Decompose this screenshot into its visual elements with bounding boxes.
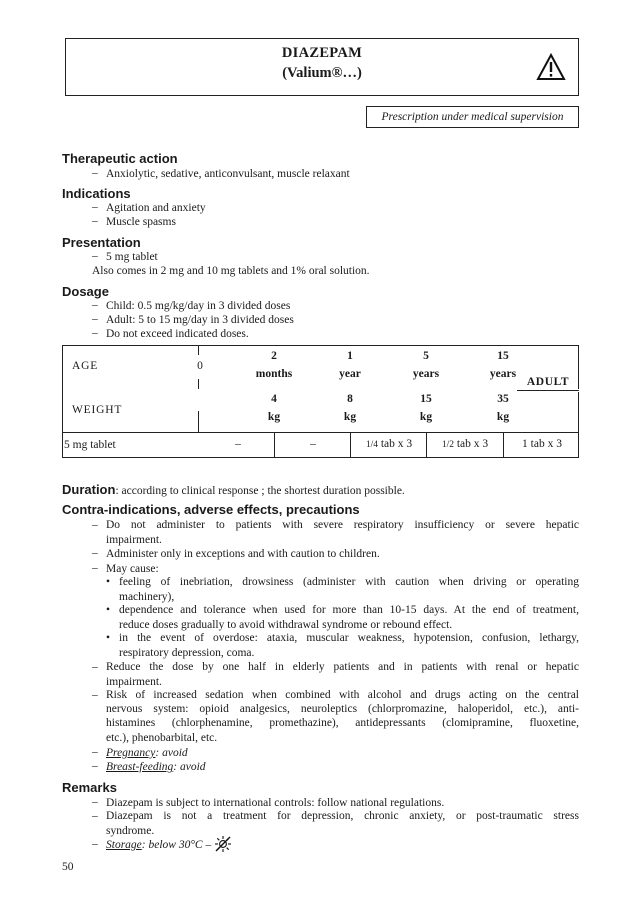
- presentation-heading: Presentation: [62, 235, 141, 250]
- dose-cell: –: [235, 438, 241, 450]
- dash: –: [92, 201, 98, 213]
- warning-triangle-icon: [536, 53, 566, 81]
- dash: –: [92, 796, 98, 808]
- contra-heading: Contra-indications, adverse effects, precautions: [62, 502, 360, 517]
- bullet: •: [106, 604, 111, 616]
- cell-divider: [503, 432, 504, 457]
- dash: –: [92, 746, 98, 758]
- table-divider: [62, 432, 579, 433]
- dash: –: [92, 299, 98, 311]
- cell-divider: [274, 432, 275, 457]
- pregnancy-line: [106, 746, 188, 760]
- dose-cell-text: tab x 3: [456, 438, 489, 450]
- cell-divider: [426, 432, 427, 457]
- age-value: 2: [271, 350, 277, 362]
- age-value: 5: [423, 350, 429, 362]
- dose-cell: [428, 438, 502, 450]
- breastfeeding-text: : avoid: [173, 761, 206, 773]
- breastfeeding-line: [106, 760, 206, 774]
- contra-bullet: respiratory depression, coma.: [119, 647, 255, 659]
- storage-line: [106, 838, 211, 852]
- list-item: Adult: 5 to 15 mg/day in 3 divided doses: [106, 314, 294, 326]
- contra-line: Administer only in exceptions and with caution to children.: [106, 548, 380, 560]
- contra-line: etc.), phenobarbital, etc.: [106, 732, 218, 744]
- contra-line: May cause:: [106, 563, 159, 575]
- contra-bullet: in the event of overdose: ataxia, muscular weakness, hypotension, confusion, lethargy,: [119, 632, 579, 644]
- indications-heading: Indications: [62, 186, 131, 201]
- contra-line: Do not administer to patients with severe respiratory insufficiency or severe hepatic: [106, 519, 579, 531]
- list-item: Agitation and anxiety: [106, 202, 206, 214]
- dosage-heading: Dosage: [62, 284, 109, 299]
- contra-bullet: machinery),: [119, 591, 175, 603]
- contra-line: Risk of increased sedation when combined with alcohol and drugs acting on the central: [106, 689, 579, 701]
- contra-line: nervous system: opioid analgesics, neuroleptics (chlorpromazine, haloperidol, etc.), anti-: [106, 703, 579, 715]
- duration-heading: Duration: [62, 482, 116, 497]
- contra-bullet: feeling of inebriation, drowsiness (administer with caution when driving or operating: [119, 576, 579, 588]
- breastfeeding-label: Breast-feeding: [106, 761, 174, 773]
- tick: [198, 379, 199, 389]
- dash: –: [92, 250, 98, 262]
- dash: –: [92, 327, 98, 339]
- table-border: [578, 345, 579, 389]
- dash: –: [92, 661, 98, 673]
- age-label: AGE: [72, 360, 99, 372]
- pregnancy-text: : avoid: [155, 747, 188, 759]
- cell-divider: [350, 432, 351, 457]
- contra-line: impairment.: [106, 534, 162, 546]
- dash: –: [92, 810, 98, 822]
- contra-line: histamines (chlorphenamine, promethazine), antidepressants (clomipramine, fluoxetine,: [106, 717, 579, 729]
- dose-row-label: 5 mg tablet: [64, 439, 116, 451]
- remarks-heading: Remarks: [62, 780, 117, 795]
- weight-value: 35: [497, 393, 509, 405]
- scale-zero: 0: [197, 360, 203, 372]
- prescription-notice: Prescription under medical supervision: [366, 106, 579, 128]
- pregnancy-label: Pregnancy: [106, 747, 156, 759]
- duration-line: [62, 483, 405, 498]
- brand-name: (Valium®…): [282, 65, 362, 81]
- contra-bullet: dependence and tolerance when used for more than 10-15 days. At the end of treatment,: [119, 604, 579, 616]
- weight-unit: kg: [496, 411, 510, 423]
- dose-table: [62, 345, 579, 458]
- age-unit: years: [412, 368, 440, 380]
- table-border: [62, 345, 579, 346]
- bullet: •: [106, 576, 111, 588]
- list-item: Anxiolytic, sedative, anticonvulsant, muscle relaxant: [106, 168, 350, 180]
- weight-value: 4: [271, 393, 277, 405]
- age-unit: years: [489, 368, 517, 380]
- dash: –: [92, 562, 98, 574]
- list-item: Child: 0.5 mg/kg/day in 3 divided doses: [106, 300, 291, 312]
- age-unit: months: [255, 368, 293, 380]
- weight-unit: kg: [267, 411, 281, 423]
- duration-text: : according to clinical response ; the shortest duration possible.: [115, 485, 405, 497]
- dash: –: [92, 689, 98, 701]
- remark-line: Diazepam is subject to international controls: follow national regulations.: [106, 797, 445, 809]
- adult-divider: [517, 390, 579, 391]
- dash: –: [92, 547, 98, 559]
- bullet: •: [106, 632, 111, 644]
- contra-bullet: reduce doses gradually to avoid withdrawal syndrome or rebound effect.: [119, 619, 453, 631]
- dose-cell-text: tab x 3: [380, 438, 413, 450]
- storage-text: : below 30°C –: [141, 839, 212, 851]
- contra-line: impairment.: [106, 676, 162, 688]
- dose-fraction: 1/4: [365, 440, 378, 450]
- tick: [198, 345, 199, 355]
- table-border: [62, 457, 579, 458]
- remark-line: syndrome.: [106, 825, 155, 837]
- list-item: 5 mg tablet: [106, 251, 158, 263]
- therapeutic-action-heading: Therapeutic action: [62, 151, 178, 166]
- age-unit: year: [339, 368, 361, 380]
- dose-cell: 1 tab x 3: [522, 438, 562, 450]
- list-item: Do not exceed indicated doses.: [106, 328, 249, 340]
- table-border: [62, 345, 63, 458]
- dash: –: [92, 838, 98, 850]
- storage-label: Storage: [106, 839, 142, 851]
- remark-line: Diazepam is not a treatment for depression, chronic anxiety, or post-traumatic stress: [106, 810, 579, 822]
- weight-unit: kg: [419, 411, 433, 423]
- dose-cell: [352, 438, 426, 450]
- weight-label: WEIGHT: [72, 404, 123, 416]
- weight-value: 8: [347, 393, 353, 405]
- dose-fraction: 1/2: [441, 440, 454, 450]
- contra-line: Reduce the dose by one half in elderly patients and in patients with renal or hepatic: [106, 661, 579, 673]
- page-number: 50: [62, 861, 74, 873]
- age-value: 15: [497, 350, 509, 362]
- dose-cell: –: [310, 438, 316, 450]
- dash: –: [92, 167, 98, 179]
- weight-unit: kg: [343, 411, 357, 423]
- drug-name: DIAZEPAM: [281, 45, 363, 61]
- no-sun-icon: [214, 835, 232, 853]
- list-item: Muscle spasms: [106, 216, 176, 228]
- age-value: 1: [347, 350, 353, 362]
- tick: [198, 411, 199, 432]
- adult-label: ADULT: [526, 376, 570, 388]
- title-box: [65, 38, 579, 96]
- dash: –: [92, 760, 98, 772]
- weight-value: 15: [420, 393, 432, 405]
- dash: –: [92, 313, 98, 325]
- dash: –: [92, 215, 98, 227]
- presentation-note: Also comes in 2 mg and 10 mg tablets and 1% oral solution.: [92, 265, 370, 277]
- dash: –: [92, 519, 98, 531]
